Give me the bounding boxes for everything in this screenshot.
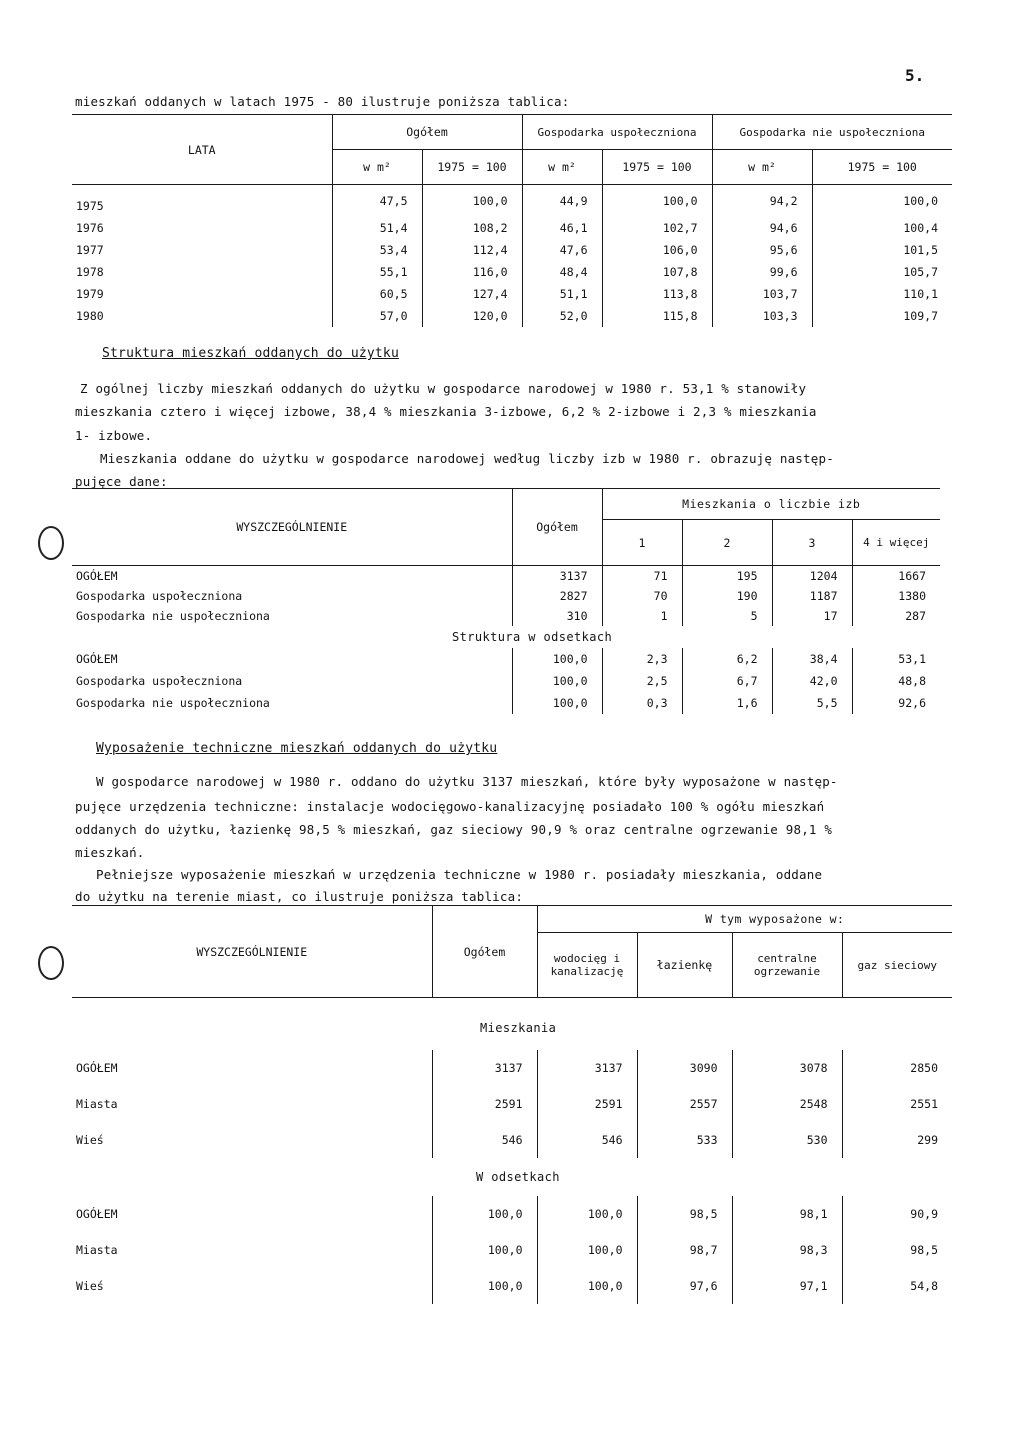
- row-label: OGÓŁEM: [76, 569, 118, 583]
- row-label: Gospodarka uspołeczniona: [76, 589, 243, 603]
- row-label: OGÓŁEM: [76, 652, 118, 666]
- paragraph-line: 1- izbowe.: [75, 428, 153, 443]
- table-row: [72, 1268, 952, 1304]
- row-label: OGÓŁEM: [76, 1207, 118, 1221]
- table-cell-value: 120,0: [422, 305, 522, 327]
- table-row: [72, 606, 940, 626]
- table-cell-value: 48,8: [852, 670, 940, 692]
- table-cell-value: 2591: [432, 1086, 537, 1122]
- table-cell-value: 6,2: [682, 648, 772, 670]
- punch-hole-mark: [38, 946, 64, 980]
- table-cell-value: 3090: [637, 1050, 732, 1086]
- table-row: [72, 261, 952, 283]
- table-cell-value: 100,0: [432, 1196, 537, 1232]
- header-index: 1975 = 100: [422, 150, 522, 185]
- header-izby-2: 2: [682, 520, 772, 566]
- paragraph-line: oddanych do użytku, łazienkę 98,5 % mieszkań, gaz sieciowy 90,9 % oraz centralne ogrzewanie 98,1 %: [75, 822, 833, 837]
- table-cell-value: 99,6: [712, 261, 812, 283]
- row-label: Wieś: [76, 1133, 104, 1147]
- header-wyszczegolnienie: WYSZCZEGÓLNIENIE: [236, 520, 348, 534]
- table-cell-value: 44,9: [522, 185, 602, 218]
- table-cell-value: 98,7: [637, 1232, 732, 1268]
- header-w-tym-wyposazone: W tym wyposażone w:: [537, 906, 952, 933]
- table-row: [72, 586, 940, 606]
- table-cell-value: 51,1: [522, 283, 602, 305]
- table-cell-value: 3137: [512, 566, 602, 587]
- table-cell-value: 546: [537, 1122, 637, 1158]
- table-cell-value: 1,6: [682, 692, 772, 714]
- table-cell-value: 3137: [537, 1050, 637, 1086]
- table-cell-value: 53,4: [332, 239, 422, 261]
- table-row: [72, 283, 952, 305]
- table-cell-value: 54,8: [842, 1268, 952, 1304]
- header-nieuspolecznionej: Gospodarka nie uspołeczniona: [712, 115, 952, 150]
- table-cell-value: 98,1: [732, 1196, 842, 1232]
- header-izby-1: 1: [602, 520, 682, 566]
- header-izby-4: 4 i więcej: [852, 520, 940, 566]
- table-cell-value: 100,0: [512, 648, 602, 670]
- table-cell-value: 97,6: [637, 1268, 732, 1304]
- table-cell-value: 17: [772, 606, 852, 626]
- paragraph-line: mieszkania cztero i więcej izbowe, 38,4 % mieszkania 3-izbowe, 6,2 % 2-izbowe i 2,3 % mieszkania: [75, 404, 817, 419]
- punch-hole-mark: [38, 526, 64, 560]
- table-cell-value: 112,4: [422, 239, 522, 261]
- row-year: 1975: [76, 199, 104, 213]
- table-cell-value: 52,0: [522, 305, 602, 327]
- row-year: 1979: [76, 287, 104, 301]
- row-label: Miasta: [76, 1243, 118, 1257]
- table-row: [72, 1050, 952, 1086]
- table-cell-value: 3137: [432, 1050, 537, 1086]
- header-uspolecznionej: Gospodarka uspołeczniona: [522, 115, 712, 150]
- table-cell-value: 195: [682, 566, 772, 587]
- table-row: [72, 1232, 952, 1268]
- intro-text: mieszkań oddanych w latach 1975 - 80 ilustruje poniższa tablica:: [75, 94, 570, 109]
- table-cell-value: 47,5: [332, 185, 422, 218]
- header-centralne-ogrzewanie: centralne ogrzewanie: [732, 933, 842, 998]
- row-label: OGÓŁEM: [76, 1061, 118, 1075]
- table-cell-value: 94,6: [712, 217, 812, 239]
- table-cell-value: 530: [732, 1122, 842, 1158]
- paragraph-line: mieszkań.: [75, 845, 145, 860]
- table-cell-value: 46,1: [522, 217, 602, 239]
- table-cell-value: 100,0: [537, 1196, 637, 1232]
- row-year: 1978: [76, 265, 104, 279]
- table-cell-value: 103,3: [712, 305, 812, 327]
- table-cell-value: 2827: [512, 586, 602, 606]
- table-cell-value: 1380: [852, 586, 940, 606]
- table-cell-value: 100,4: [812, 217, 952, 239]
- header-ogolem: Ogółem: [512, 489, 602, 566]
- table-cell-value: 98,5: [637, 1196, 732, 1232]
- table-cell-value: 190: [682, 586, 772, 606]
- table-cell-value: 103,7: [712, 283, 812, 305]
- table-cell-value: 53,1: [852, 648, 940, 670]
- table-cell-value: 115,8: [602, 305, 712, 327]
- table-cell-value: 109,7: [812, 305, 952, 327]
- table-cell-value: 94,2: [712, 185, 812, 218]
- table-cell-value: 106,0: [602, 239, 712, 261]
- table-cell-value: 116,0: [422, 261, 522, 283]
- table-cell-value: 533: [637, 1122, 732, 1158]
- table-cell-value: 98,5: [842, 1232, 952, 1268]
- paragraph-line: pujęce dane:: [75, 474, 168, 489]
- table-cell-value: 5: [682, 606, 772, 626]
- paragraph-line: Mieszkania oddane do użytku w gospodarce narodowej według liczby izb w 1980 r. obrazuję następ-: [100, 451, 834, 466]
- table-cell-value: 100,0: [512, 670, 602, 692]
- table-cell-value: 102,7: [602, 217, 712, 239]
- table-cell-value: 105,7: [812, 261, 952, 283]
- table-cell-value: 100,0: [432, 1232, 537, 1268]
- table-cell-value: 110,1: [812, 283, 952, 305]
- table-row: [72, 239, 952, 261]
- table-cell-value: 546: [432, 1122, 537, 1158]
- table-cell-value: 100,0: [432, 1268, 537, 1304]
- table-cell-value: 55,1: [332, 261, 422, 283]
- table-cell-value: 127,4: [422, 283, 522, 305]
- row-label: Gospodarka uspołeczniona: [76, 674, 243, 688]
- table-row: [72, 305, 952, 327]
- row-label: Gospodarka nie uspołeczniona: [76, 696, 270, 710]
- table-cell-value: 3078: [732, 1050, 842, 1086]
- paragraph-line: W gospodarce narodowej w 1980 r. oddano do użytku 3137 mieszkań, które były wyposażone w następ-: [96, 774, 838, 789]
- table-cell-value: 95,6: [712, 239, 812, 261]
- table-cell-value: 107,8: [602, 261, 712, 283]
- section-heading-struktura: Struktura mieszkań oddanych do użytku: [102, 346, 399, 361]
- table-cell-value: 71: [602, 566, 682, 587]
- table-cell-value: 1667: [852, 566, 940, 587]
- table-cell-value: 2557: [637, 1086, 732, 1122]
- row-year: 1977: [76, 243, 104, 257]
- table-cell-value: 100,0: [537, 1232, 637, 1268]
- table-row: [72, 692, 940, 714]
- table-row: [72, 217, 952, 239]
- table-cell-value: 51,4: [332, 217, 422, 239]
- header-lata: LATA: [187, 142, 216, 157]
- table-row: [72, 1086, 952, 1122]
- paragraph-line: Pełniejsze wyposażenie mieszkań w urzędzenia techniczne w 1980 r. posiadały mieszkania, oddane: [96, 867, 823, 882]
- table-wyposazenie: [72, 905, 952, 1304]
- table-cell-value: 100,0: [602, 185, 712, 218]
- table-cell-value: 5,5: [772, 692, 852, 714]
- header-lazienke: łazienkę: [637, 933, 732, 998]
- paragraph-line: Z ogólnej liczby mieszkań oddanych do użytku w gospodarce narodowej w 1980 r. 53,1 % stanowiły: [80, 381, 807, 396]
- table-cell-value: 0,3: [602, 692, 682, 714]
- table-row: [72, 648, 940, 670]
- table-cell-value: 2548: [732, 1086, 842, 1122]
- header-m2: w m²: [522, 150, 602, 185]
- header-gaz-sieciowy: gaz sieciowy: [842, 933, 952, 998]
- table-cell-value: 2,5: [602, 670, 682, 692]
- row-label: Miasta: [76, 1097, 118, 1111]
- table-row: [72, 1196, 952, 1232]
- table-cell-value: 1: [602, 606, 682, 626]
- paragraph-line: do użytku na terenie miast, co ilustruje poniższa tablica:: [75, 889, 524, 904]
- table-cell-value: 6,7: [682, 670, 772, 692]
- row-year: 1980: [76, 309, 104, 323]
- header-index: 1975 = 100: [812, 150, 952, 185]
- table-cell-value: 42,0: [772, 670, 852, 692]
- table-liczba-izb: [72, 488, 940, 714]
- table-cell-value: 90,9: [842, 1196, 952, 1232]
- table-cell-value: 92,6: [852, 692, 940, 714]
- table-1975-1980: [72, 114, 952, 327]
- paragraph-line: pujęce urzędzenia techniczne: instalacje wodocięgowo-kanalizacyjnę posiadało 100 % ogółu mieszkań: [75, 799, 825, 814]
- row-label: Wieś: [76, 1279, 104, 1293]
- table-cell-value: 38,4: [772, 648, 852, 670]
- table-cell-value: 100,0: [537, 1268, 637, 1304]
- table-cell-value: 100,0: [422, 185, 522, 218]
- table-cell-value: 2591: [537, 1086, 637, 1122]
- table-cell-value: 299: [842, 1122, 952, 1158]
- table-cell-value: 108,2: [422, 217, 522, 239]
- header-izby-3: 3: [772, 520, 852, 566]
- table-cell-value: 2551: [842, 1086, 952, 1122]
- header-wyszczegolnienie: WYSZCZEGÓLNIENIE: [196, 944, 308, 959]
- table-cell-value: 98,3: [732, 1232, 842, 1268]
- table-cell-value: 287: [852, 606, 940, 626]
- section-mieszkania: Mieszkania: [480, 1021, 557, 1035]
- section-struktura-w-odsetkach: Struktura w odsetkach: [452, 630, 613, 644]
- header-mieszkania-o-liczbie-izb: Mieszkania o liczbie izb: [602, 489, 940, 520]
- header-ogolem: Ogółem: [332, 115, 522, 150]
- table-cell-value: 47,6: [522, 239, 602, 261]
- header-m2: w m²: [712, 150, 812, 185]
- header-wodociag: wodocięg i kanalizację: [537, 933, 637, 998]
- table-cell-value: 97,1: [732, 1268, 842, 1304]
- header-ogolem: Ogółem: [432, 906, 537, 998]
- table-cell-value: 70: [602, 586, 682, 606]
- row-label: Gospodarka nie uspołeczniona: [76, 609, 270, 623]
- section-w-odsetkach: W odsetkach: [476, 1170, 560, 1184]
- table-cell-value: 1204: [772, 566, 852, 587]
- table-cell-value: 60,5: [332, 283, 422, 305]
- table-row: [72, 185, 952, 218]
- table-cell-value: 310: [512, 606, 602, 626]
- table-cell-value: 2850: [842, 1050, 952, 1086]
- table-cell-value: 100,0: [512, 692, 602, 714]
- page-number: 5.: [905, 66, 925, 85]
- table-cell-value: 57,0: [332, 305, 422, 327]
- header-index: 1975 = 100: [602, 150, 712, 185]
- table-row: [72, 670, 940, 692]
- row-year: 1976: [76, 221, 104, 235]
- table-cell-value: 2,3: [602, 648, 682, 670]
- table-cell-value: 48,4: [522, 261, 602, 283]
- table-cell-value: 1187: [772, 586, 852, 606]
- table-cell-value: 100,0: [812, 185, 952, 218]
- table-cell-value: 101,5: [812, 239, 952, 261]
- table-row: [72, 566, 940, 587]
- header-m2: w m²: [332, 150, 422, 185]
- table-row: [72, 1122, 952, 1158]
- section-heading-wyposazenie: Wyposażenie techniczne mieszkań oddanych do użytku: [96, 741, 498, 756]
- table-cell-value: 113,8: [602, 283, 712, 305]
